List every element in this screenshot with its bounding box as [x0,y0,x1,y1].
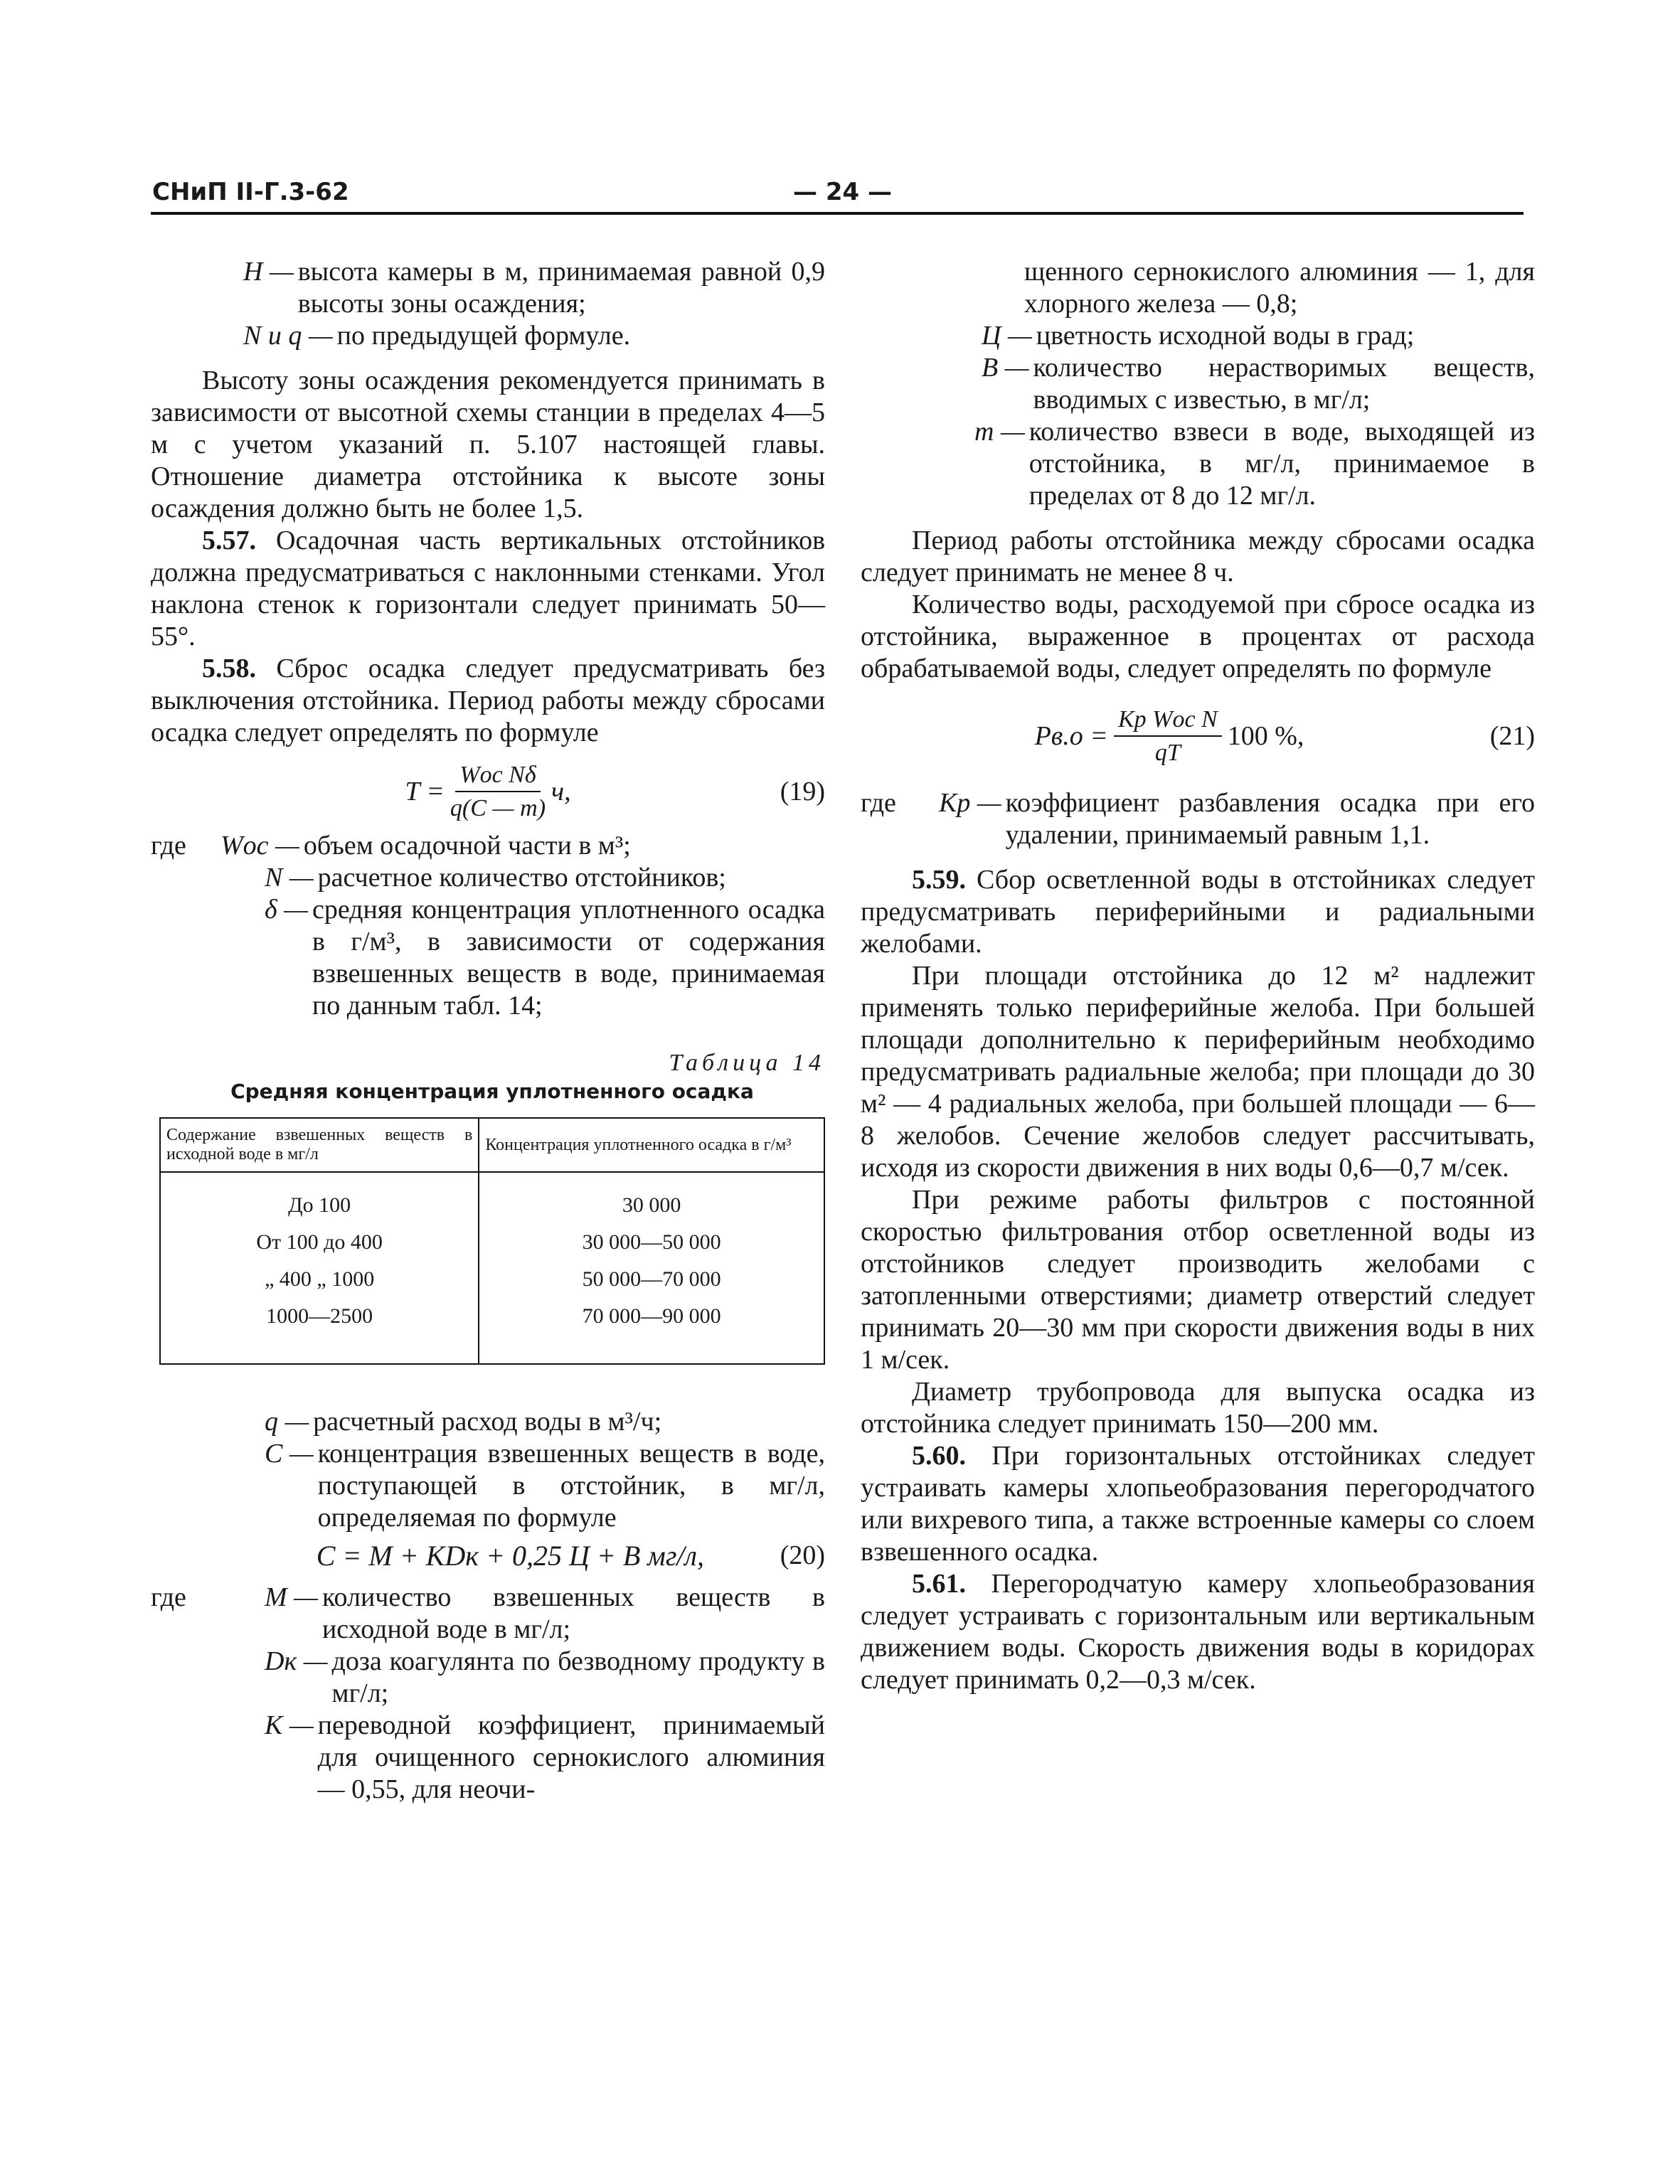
formula-numerator: Kр Wос N [1114,703,1222,737]
clause-text: Сброс осадка следует предусматривать без выключения отстойника. Период работы между сбросами осадка следует определять по формуле [151,654,826,747]
clause-5-58 [151,653,825,749]
definition-term: C — [265,1439,314,1469]
definition-item [265,1646,825,1710]
clause-number: 5.61. [912,1569,966,1599]
definition-item [220,862,825,894]
table-title: Средняя концентрация уплотненного осадка [230,1080,754,1103]
definition-term: M — [265,1582,318,1612]
clause-text: При горизонтальных отстойниках следует устраивать камеры хлопьеобразования перегородчатого или вихревого типа, а также встроенные камеры со слоем взвешенного осадка. [861,1441,1535,1567]
definition-term: H — [243,257,294,287]
page-number: — 24 — [793,178,892,206]
definition-text: высота камеры в м, принимаемая равной 0,9 высоты зоны осаждения; [297,257,825,319]
table-cell: 30 000—50 000 [479,1224,824,1261]
definition-term: N — [265,863,314,893]
table-header-row [160,1118,824,1172]
definition-item [243,256,825,320]
definition-item [220,894,825,1022]
definition-item [946,352,1535,416]
clause-number: 5.60. [912,1441,966,1471]
equation-number: (19) [780,776,825,806]
equation-number: (20) [780,1540,825,1570]
left-column [151,256,825,1806]
clause-number: 5.57. [202,526,256,555]
table-row [160,1261,824,1298]
clause-number: 5.58. [202,654,256,683]
definition-item [265,1582,825,1646]
clause-number: 5.59. [912,865,966,895]
clause-5-57 [151,525,825,653]
definition-term: Dк — [265,1646,328,1676]
definition-text: доза коагулянта по безводному продукту в мг/л; [331,1646,825,1708]
paragraph: При площади отстойника до 12 м² надлежит применять только периферийные желоба. При большей площади дополнительно к периферийным необходимо предусматривать радиальные желоба; при площади до 30 м² — 4 радиальных желоба, при большей площади — 6—8 желобов. Сечение желобов следует рассчитывать, исходя из скорости движения в них воды 0,6—0,7 м/сек. [861,961,1535,1183]
definition-text: по предыдущей формуле. [336,321,631,351]
definition-term: q — [265,1407,309,1437]
definition-item [946,416,1535,512]
formula-unit: ч, [551,776,571,806]
table-row [160,1298,824,1364]
where-label: где [151,831,186,861]
definition-text: расчетное количество отстойников; [317,863,726,893]
table-row [160,1224,824,1261]
table-cell: 1000—2500 [160,1298,479,1364]
table-cell: 50 000—70 000 [479,1261,824,1298]
formula-numerator: Wос Nδ [455,759,540,792]
paragraph: При режиме работы фильтров с постоянной скоростью фильтрования отбор осветленной воды из отстойников следует производить желобами с затопленными отверстиями; диаметр отверстий следует принимать 20—30 мм при скорости движения воды в них 1 м/сек. [861,1185,1535,1375]
clause-5-59 [861,864,1535,960]
where-label: где [151,1582,186,1612]
definition-term: δ — [265,895,308,925]
clause-text: Перегородчатую камеру хлопьеобразования следует устраивать с горизонтальным или вертикальным движением воды. Скорость движения воды в коридорах следует принимать 0,2—0,3 м/сек. [861,1569,1535,1695]
concentration-table [159,1117,825,1365]
formula-unit: 100 %, [1227,720,1304,751]
document-code: СНиП II-Г.3-62 [152,178,349,206]
table-cell: 70 000—90 000 [479,1298,824,1364]
formula-denominator: q(C — m) [450,795,546,821]
clause-5-61 [861,1568,1535,1696]
definition-item [243,1406,825,1438]
column-header: Концентрация уплотненного осадка в г/м³ [479,1118,824,1172]
table-cell: „ 400 „ 1000 [160,1261,479,1298]
definition-item [220,830,825,862]
header-rule [151,212,1524,215]
definition-text: средняя концентрация уплотненного осадка в г/м³, в зависимости от содержания взвешенных веществ в воде, принимаемая по данным табл. 14; [312,895,825,1021]
formula-21 [861,703,1535,769]
table-row [160,1172,824,1224]
definition-text: количество взвешенных веществ в исходной воде в мг/л; [321,1582,825,1644]
formula-fraction [1114,703,1222,769]
definition-text: объем осадочной части в м³; [303,831,631,861]
formula-20 [151,1540,825,1572]
formula-denominator: qT [1154,740,1181,766]
formula-lhs: Pв.о = [1034,720,1108,751]
table-14 [151,1049,825,1365]
definition-term: K — [265,1710,314,1740]
definition-text: переводной коэффициент, принимаемый для очищенного сернокислого алюминия — 0,55, для неочи- [317,1710,825,1804]
table-label: Таблица 14 [669,1050,825,1076]
definition-term: Kр — [939,788,1001,818]
table-cell: 30 000 [479,1172,824,1224]
paragraph: Высоту зоны осаждения рекомендуется принимать в зависимости от высотной схемы станции в пределах 4—5 м с учетом указаний п. 5.107 настоящей главы. Отношение диаметра отстойника к высоте зоны осаждения должно быть не более 1,5. [151,366,825,523]
formula-expression: C = M + KDк + 0,25 Ц + B мг/л, [316,1540,704,1572]
definition-text: расчетный расход воды в м³/ч; [313,1407,662,1437]
table-cell: До 100 [160,1172,479,1224]
definition-item [946,320,1535,352]
definition-text: коэффициент разбавления осадка при его удалении, принимаемый равным 1,1. [1005,788,1535,850]
clause-5-60 [861,1440,1535,1568]
definition-text: количество взвеси в воде, выходящей из отстойника, в мг/л, принимаемое в пределах от 8 до 12 мг/л. [1028,417,1535,511]
definition-item [243,320,825,352]
definition-term: Ц — [982,321,1032,351]
table-cell: От 100 до 400 [160,1224,479,1261]
definition-item [939,787,1535,851]
definition-item [265,1710,825,1806]
equation-number: (21) [1489,720,1535,751]
formula-19 [151,759,825,824]
clause-text: Сбор осветленной воды в отстойниках следует предусматривать периферийными и радиальными желобами. [861,865,1535,959]
definition-term: Wос — [220,831,299,861]
definition-text: концентрация взвешенных веществ в воде, поступающей в отстойник, в мг/л, определяемая по формуле [317,1439,825,1533]
formula-fraction [450,759,546,824]
definition-text: цветность исходной воды в град; [1036,321,1415,351]
definition-item [243,1438,825,1534]
paragraph: Период работы отстойника между сбросами осадка следует принимать не менее 8 ч. [861,526,1535,587]
paragraph: Диаметр трубопровода для выпуска осадка из отстойника следует принимать 150—200 мм. [861,1377,1535,1439]
definition-term: N и q — [243,321,333,351]
definition-term: m — [974,417,1025,447]
formula-lhs: T = [405,776,445,806]
paragraph: Количество воды, расходуемой при сбросе осадка из отстойника, выраженное в процентах от расхода обрабатываемой воды, следует определять по формуле [861,590,1535,683]
clause-text: Осадочная часть вертикальных отстойников должна предусматриваться с наклонными стенками. Угол наклона стенок к горизонтали следует принимать 50—55°. [151,526,826,651]
definition-term: B — [982,353,1029,383]
where-label: где [861,788,896,818]
definition-text: количество нерастворимых веществ, вводимых с известью, в мг/л; [1033,353,1535,415]
continued-text: щенного сернокислого алюминия — 1, для хлорного железа — 0,8; [1024,257,1535,319]
right-column [861,256,1535,1696]
column-header: Содержание взвешенных веществ в исходной воде в мг/л [160,1118,479,1172]
